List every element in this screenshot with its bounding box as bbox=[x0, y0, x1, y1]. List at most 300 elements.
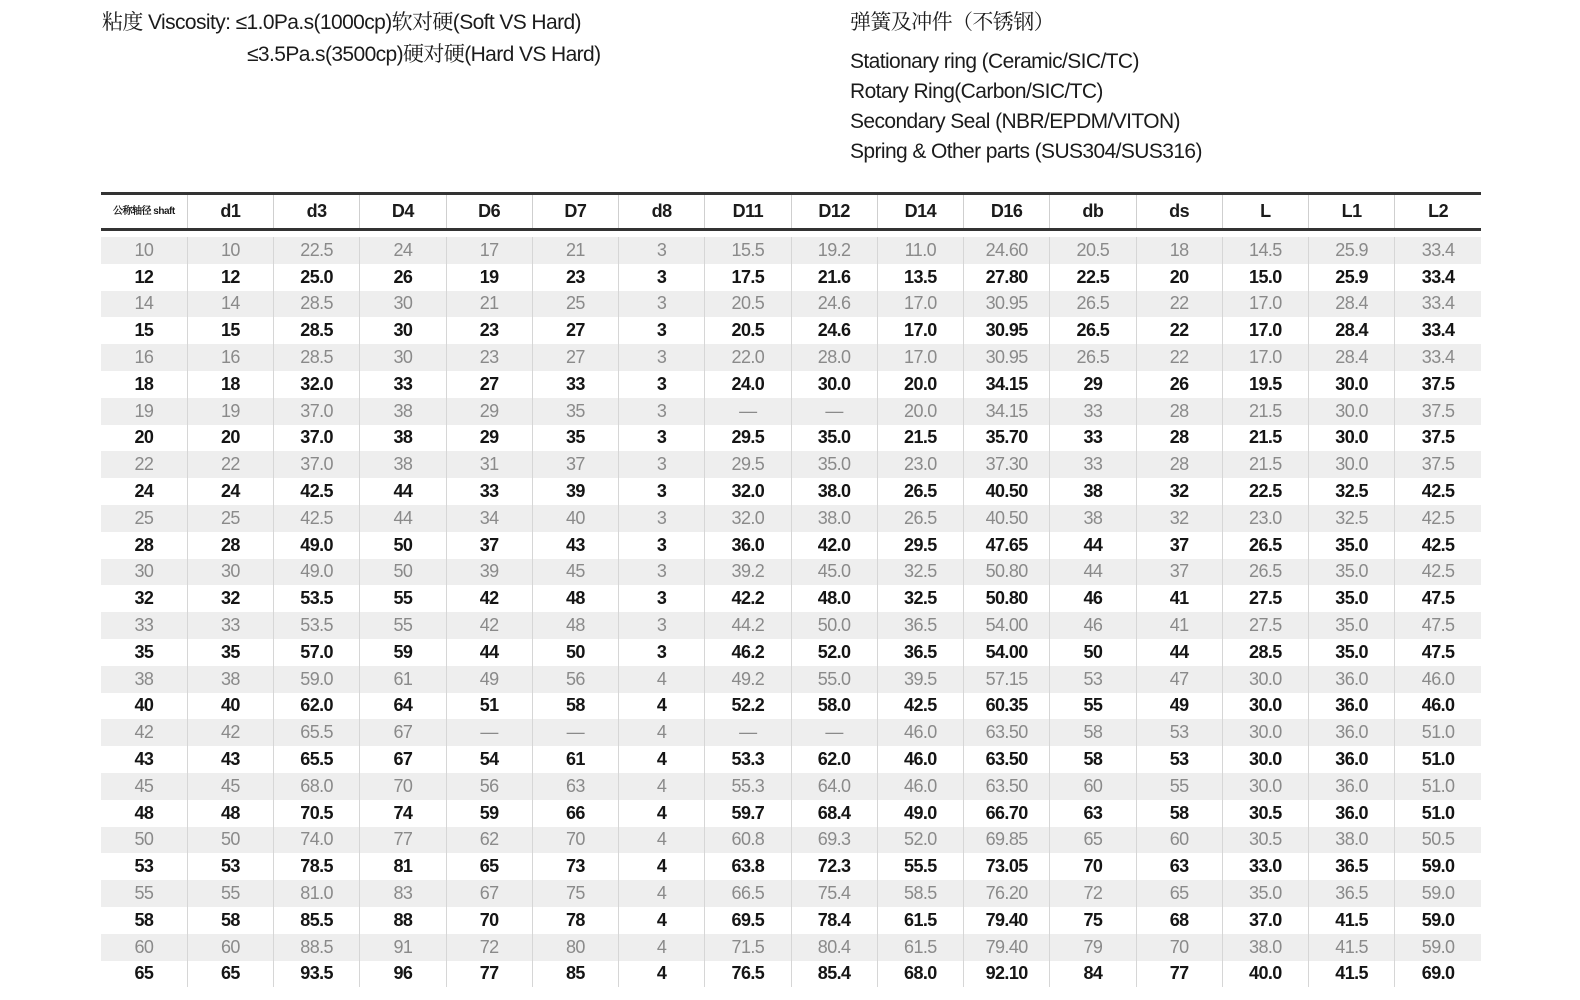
table-spacer bbox=[101, 230, 1481, 238]
table-cell: 58 bbox=[532, 693, 618, 720]
table-cell: 50 bbox=[360, 559, 446, 586]
table-cell: 36.5 bbox=[877, 639, 963, 666]
table-cell: 17.5 bbox=[705, 264, 791, 291]
table-cell: 28 bbox=[1136, 451, 1222, 478]
table-cell: 42.5 bbox=[1395, 532, 1481, 559]
table-cell: 17.0 bbox=[877, 291, 963, 318]
table-cell: 41.5 bbox=[1309, 907, 1395, 934]
table-cell: 30 bbox=[360, 344, 446, 371]
table-cell: 47.5 bbox=[1395, 612, 1481, 639]
table-cell: 88 bbox=[360, 907, 446, 934]
table-cell: 65.5 bbox=[274, 746, 360, 773]
table-cell: 68 bbox=[1136, 907, 1222, 934]
table-cell: 37.5 bbox=[1395, 451, 1481, 478]
table-cell: 4 bbox=[619, 827, 705, 854]
table-cell: 34 bbox=[446, 505, 532, 532]
table-cell: 44 bbox=[360, 505, 446, 532]
table-row bbox=[101, 639, 1481, 666]
table-cell: 15.0 bbox=[1222, 264, 1308, 291]
table-cell: 16 bbox=[101, 344, 187, 371]
table-cell: 42.0 bbox=[791, 532, 877, 559]
table-cell: 24 bbox=[360, 237, 446, 264]
table-cell: — bbox=[791, 398, 877, 425]
table-cell: 29 bbox=[1050, 371, 1136, 398]
table-cell: 33 bbox=[532, 371, 618, 398]
table-cell: 33 bbox=[101, 612, 187, 639]
table-cell: 78.5 bbox=[274, 853, 360, 880]
table-cell: 55.5 bbox=[877, 853, 963, 880]
table-cell: 27.5 bbox=[1222, 585, 1308, 612]
table-cell: 17.0 bbox=[877, 317, 963, 344]
table-cell: 72 bbox=[446, 934, 532, 961]
table-row bbox=[101, 559, 1481, 586]
table-cell: 35.70 bbox=[964, 425, 1050, 452]
table-cell: 3 bbox=[619, 612, 705, 639]
table-cell: 21.6 bbox=[791, 264, 877, 291]
table-cell: 21.5 bbox=[1222, 451, 1308, 478]
column-header-14: L1 bbox=[1309, 194, 1395, 230]
table-cell: 39.5 bbox=[877, 666, 963, 693]
table-cell: 79 bbox=[1050, 934, 1136, 961]
table-cell: — bbox=[791, 719, 877, 746]
table-cell: 39 bbox=[532, 478, 618, 505]
table-cell: 4 bbox=[619, 907, 705, 934]
table-cell: 38 bbox=[187, 666, 273, 693]
table-cell: 57.0 bbox=[274, 639, 360, 666]
column-header-12: ds bbox=[1136, 194, 1222, 230]
table-cell: 35.0 bbox=[1309, 532, 1395, 559]
material-item-spring: Spring & Other parts (SUS304/SUS316) bbox=[850, 140, 1202, 163]
table-cell: 30 bbox=[101, 559, 187, 586]
table-cell: 41.5 bbox=[1309, 961, 1395, 988]
table-row bbox=[101, 291, 1481, 318]
table-cell: — bbox=[705, 398, 791, 425]
table-cell: 77 bbox=[360, 827, 446, 854]
table-cell: 40 bbox=[187, 693, 273, 720]
table-cell: 37.0 bbox=[1222, 907, 1308, 934]
table-cell: 29.5 bbox=[705, 425, 791, 452]
table-cell: 68.0 bbox=[877, 961, 963, 988]
dimension-table bbox=[101, 192, 1481, 987]
table-cell: 22.0 bbox=[705, 344, 791, 371]
table-cell: 44 bbox=[1050, 532, 1136, 559]
table-cell: 84 bbox=[1050, 961, 1136, 988]
table-cell: 37 bbox=[1136, 532, 1222, 559]
table-cell: 58 bbox=[101, 907, 187, 934]
table-row bbox=[101, 853, 1481, 880]
table-cell: 32.5 bbox=[877, 585, 963, 612]
table-cell: 33.0 bbox=[1222, 853, 1308, 880]
table-cell: 43 bbox=[532, 532, 618, 559]
table-cell: 21 bbox=[532, 237, 618, 264]
table-cell: 26.5 bbox=[1222, 532, 1308, 559]
table-cell: 36.5 bbox=[877, 612, 963, 639]
table-cell: 20 bbox=[1136, 264, 1222, 291]
table-cell: 75.4 bbox=[791, 880, 877, 907]
table-cell: 42.5 bbox=[1395, 478, 1481, 505]
table-cell: 36.0 bbox=[1309, 746, 1395, 773]
table-cell: 30.0 bbox=[791, 371, 877, 398]
table-cell: 30.0 bbox=[1309, 451, 1395, 478]
table-cell: 49.0 bbox=[877, 800, 963, 827]
table-cell: 66.70 bbox=[964, 800, 1050, 827]
table-cell: 39.2 bbox=[705, 559, 791, 586]
table-cell: 68.0 bbox=[274, 773, 360, 800]
table-cell: 35.0 bbox=[791, 425, 877, 452]
table-cell: 33 bbox=[187, 612, 273, 639]
table-cell: 70 bbox=[446, 907, 532, 934]
table-cell: 49.2 bbox=[705, 666, 791, 693]
table-cell: 59.0 bbox=[274, 666, 360, 693]
table-cell: 31 bbox=[446, 451, 532, 478]
table-cell: 26.5 bbox=[877, 478, 963, 505]
table-cell: 68.4 bbox=[791, 800, 877, 827]
table-cell: 81.0 bbox=[274, 880, 360, 907]
table-cell: 50 bbox=[187, 827, 273, 854]
table-header-row bbox=[101, 194, 1481, 230]
viscosity-line-1: 粘度 Viscosity: ≤1.0Pa.s(1000cp)软对硬(Soft VS Hard) bbox=[102, 11, 581, 34]
table-cell: 23.0 bbox=[1222, 505, 1308, 532]
table-cell: 60 bbox=[101, 934, 187, 961]
table-cell: 3 bbox=[619, 451, 705, 478]
table-cell: 62.0 bbox=[791, 746, 877, 773]
table-cell: 81 bbox=[360, 853, 446, 880]
table-cell: 3 bbox=[619, 398, 705, 425]
table-cell: 22.5 bbox=[1222, 478, 1308, 505]
column-header-8: D12 bbox=[791, 194, 877, 230]
table-cell: 38.0 bbox=[1309, 827, 1395, 854]
table-cell: 46.0 bbox=[877, 746, 963, 773]
table-cell: 48 bbox=[532, 585, 618, 612]
table-cell: 59.7 bbox=[705, 800, 791, 827]
table-row bbox=[101, 425, 1481, 452]
table-cell: 44 bbox=[1136, 639, 1222, 666]
table-cell: 28.5 bbox=[274, 317, 360, 344]
table-cell: 96 bbox=[360, 961, 446, 988]
table-cell: 37.0 bbox=[274, 425, 360, 452]
table-cell: 19.5 bbox=[1222, 371, 1308, 398]
table-cell: 35.0 bbox=[1309, 612, 1395, 639]
table-cell: 83 bbox=[360, 880, 446, 907]
table-cell: 38 bbox=[1050, 505, 1136, 532]
table-cell: 45 bbox=[101, 773, 187, 800]
table-cell: 44 bbox=[360, 478, 446, 505]
table-cell: 61 bbox=[532, 746, 618, 773]
table-cell: 41 bbox=[1136, 612, 1222, 639]
table-cell: 17.0 bbox=[1222, 344, 1308, 371]
table-cell: 70 bbox=[532, 827, 618, 854]
table-cell: 54.00 bbox=[964, 639, 1050, 666]
table-cell: 28.5 bbox=[274, 344, 360, 371]
table-cell: 30.0 bbox=[1222, 773, 1308, 800]
table-cell: 42.5 bbox=[877, 693, 963, 720]
table-cell: 77 bbox=[446, 961, 532, 988]
table-cell: 28.4 bbox=[1309, 344, 1395, 371]
table-cell: 27 bbox=[446, 371, 532, 398]
table-cell: 4 bbox=[619, 693, 705, 720]
table-cell: 41 bbox=[1136, 585, 1222, 612]
table-cell: 69.85 bbox=[964, 827, 1050, 854]
table-cell: 46.0 bbox=[877, 773, 963, 800]
table-cell: 10 bbox=[187, 237, 273, 264]
table-cell: 21.5 bbox=[1222, 425, 1308, 452]
table-cell: 85 bbox=[532, 961, 618, 988]
table-cell: 50.80 bbox=[964, 559, 1050, 586]
table-cell: 36.0 bbox=[1309, 693, 1395, 720]
table-cell: 25 bbox=[101, 505, 187, 532]
table-cell: 40.0 bbox=[1222, 961, 1308, 988]
table-cell: 29.5 bbox=[877, 532, 963, 559]
table-cell: 63.8 bbox=[705, 853, 791, 880]
table-body bbox=[101, 230, 1481, 988]
table-cell: 35 bbox=[187, 639, 273, 666]
table-cell: 37 bbox=[532, 451, 618, 478]
table-cell: 18 bbox=[1136, 237, 1222, 264]
table-cell: 25.0 bbox=[274, 264, 360, 291]
table-cell: 30.0 bbox=[1222, 666, 1308, 693]
table-cell: 67 bbox=[446, 880, 532, 907]
table-cell: 48.0 bbox=[791, 585, 877, 612]
table-cell: 55.3 bbox=[705, 773, 791, 800]
column-header-1: d1 bbox=[187, 194, 273, 230]
table-cell: 53 bbox=[187, 853, 273, 880]
table-cell: 59.0 bbox=[1395, 907, 1481, 934]
table-cell: 35.0 bbox=[791, 451, 877, 478]
table-cell: 40.50 bbox=[964, 478, 1050, 505]
column-header-15: L2 bbox=[1395, 194, 1481, 230]
table-cell: 3 bbox=[619, 371, 705, 398]
table-cell: 56 bbox=[446, 773, 532, 800]
table-cell: 30.0 bbox=[1222, 719, 1308, 746]
table-cell: 65 bbox=[446, 853, 532, 880]
table-cell: 22 bbox=[1136, 344, 1222, 371]
table-cell: 54 bbox=[446, 746, 532, 773]
table-cell: 63 bbox=[1050, 800, 1136, 827]
table-cell: 63.50 bbox=[964, 773, 1050, 800]
table-cell: 26.5 bbox=[1050, 317, 1136, 344]
table-row bbox=[101, 666, 1481, 693]
table-cell: 37.30 bbox=[964, 451, 1050, 478]
table-cell: 29 bbox=[446, 425, 532, 452]
table-cell: 20.5 bbox=[705, 317, 791, 344]
table-row bbox=[101, 880, 1481, 907]
table-cell: 30.0 bbox=[1309, 398, 1395, 425]
table-cell: 74.0 bbox=[274, 827, 360, 854]
table-cell: 55 bbox=[360, 612, 446, 639]
table-cell: 61 bbox=[360, 666, 446, 693]
table-cell: 44 bbox=[446, 639, 532, 666]
table-cell: 43 bbox=[187, 746, 273, 773]
table-cell: 27 bbox=[532, 317, 618, 344]
table-cell: 24.6 bbox=[791, 291, 877, 318]
table-cell: 58.5 bbox=[877, 880, 963, 907]
table-cell: 40 bbox=[532, 505, 618, 532]
table-cell: 42 bbox=[101, 719, 187, 746]
table-cell: 42 bbox=[446, 585, 532, 612]
table-cell: 50.5 bbox=[1395, 827, 1481, 854]
table-row bbox=[101, 451, 1481, 478]
table-cell: 18 bbox=[101, 371, 187, 398]
table-row bbox=[101, 934, 1481, 961]
table-cell: 33.4 bbox=[1395, 344, 1481, 371]
table-cell: 24 bbox=[187, 478, 273, 505]
table-cell: 28.4 bbox=[1309, 291, 1395, 318]
table-cell: 69.3 bbox=[791, 827, 877, 854]
table-cell: 3 bbox=[619, 585, 705, 612]
table-cell: 32.5 bbox=[1309, 478, 1395, 505]
table-cell: 63.50 bbox=[964, 746, 1050, 773]
table-cell: 33.4 bbox=[1395, 317, 1481, 344]
table-cell: 88.5 bbox=[274, 934, 360, 961]
table-cell: 32.0 bbox=[274, 371, 360, 398]
table-cell: 63.50 bbox=[964, 719, 1050, 746]
table-cell: 48 bbox=[101, 800, 187, 827]
table-cell: 58 bbox=[1136, 800, 1222, 827]
table-cell: 38 bbox=[360, 451, 446, 478]
table-cell: 59 bbox=[446, 800, 532, 827]
table-cell: 70 bbox=[360, 773, 446, 800]
table-cell: 44 bbox=[1050, 559, 1136, 586]
table-cell: 60 bbox=[187, 934, 273, 961]
table-cell: 29.5 bbox=[705, 451, 791, 478]
table-row bbox=[101, 344, 1481, 371]
table-row bbox=[101, 612, 1481, 639]
materials-title: 弹簧及冲件（不锈钢） bbox=[850, 11, 1054, 34]
table-cell: 21.5 bbox=[877, 425, 963, 452]
table-cell: 71.5 bbox=[705, 934, 791, 961]
table-cell: 50 bbox=[532, 639, 618, 666]
table-cell: 46.0 bbox=[1395, 693, 1481, 720]
table-cell: 37.0 bbox=[274, 398, 360, 425]
table-cell: 26 bbox=[360, 264, 446, 291]
table-cell: 42.2 bbox=[705, 585, 791, 612]
table-cell: 25.9 bbox=[1309, 264, 1395, 291]
table-cell: 32.5 bbox=[877, 559, 963, 586]
material-item-stationary-ring: Stationary ring (Ceramic/SIC/TC) bbox=[850, 50, 1139, 73]
table-cell: 26.5 bbox=[877, 505, 963, 532]
column-header-4: D6 bbox=[446, 194, 532, 230]
table-cell: 55 bbox=[187, 880, 273, 907]
table-cell: 42.5 bbox=[1395, 559, 1481, 586]
table-cell: 47.5 bbox=[1395, 639, 1481, 666]
table-cell: 62.0 bbox=[274, 693, 360, 720]
table-cell: 26.5 bbox=[1222, 559, 1308, 586]
table-cell: 33.4 bbox=[1395, 291, 1481, 318]
table-cell: 36.0 bbox=[1309, 719, 1395, 746]
column-header-5: D7 bbox=[532, 194, 618, 230]
table-cell: 38 bbox=[360, 398, 446, 425]
table-cell: 3 bbox=[619, 344, 705, 371]
table-cell: 48 bbox=[532, 612, 618, 639]
table-cell: 3 bbox=[619, 532, 705, 559]
table-cell: 14 bbox=[101, 291, 187, 318]
table-cell: 58.0 bbox=[791, 693, 877, 720]
table-cell: 60.35 bbox=[964, 693, 1050, 720]
table-cell: 55.0 bbox=[791, 666, 877, 693]
table-row bbox=[101, 800, 1481, 827]
table-cell: 46 bbox=[1050, 612, 1136, 639]
table-cell: 53 bbox=[101, 853, 187, 880]
column-header-9: D14 bbox=[877, 194, 963, 230]
table-cell: 40.50 bbox=[964, 505, 1050, 532]
table-cell: 52.2 bbox=[705, 693, 791, 720]
table-cell: 17 bbox=[446, 237, 532, 264]
table-cell: 34.15 bbox=[964, 398, 1050, 425]
table-cell: 30 bbox=[360, 291, 446, 318]
table-cell: 24.6 bbox=[791, 317, 877, 344]
table-cell: 23 bbox=[446, 317, 532, 344]
table-cell: 36.0 bbox=[1309, 800, 1395, 827]
table-cell: 59 bbox=[360, 639, 446, 666]
table-cell: 59.0 bbox=[1395, 934, 1481, 961]
table-cell: 32 bbox=[101, 585, 187, 612]
table-cell: 53.5 bbox=[274, 585, 360, 612]
table-cell: 27.5 bbox=[1222, 612, 1308, 639]
column-header-10: D16 bbox=[964, 194, 1050, 230]
table-cell: 45.0 bbox=[791, 559, 877, 586]
table-cell: 45 bbox=[187, 773, 273, 800]
table-cell: 50.80 bbox=[964, 585, 1050, 612]
table-cell: 55 bbox=[1050, 693, 1136, 720]
table-cell: 36.0 bbox=[705, 532, 791, 559]
table-cell: 23.0 bbox=[877, 451, 963, 478]
table-cell: 36.5 bbox=[1309, 880, 1395, 907]
table-cell: 28 bbox=[1136, 398, 1222, 425]
table-cell: 33 bbox=[1050, 425, 1136, 452]
table-cell: 48 bbox=[187, 800, 273, 827]
table-cell: 3 bbox=[619, 559, 705, 586]
table-cell: 42.5 bbox=[274, 505, 360, 532]
table-cell: 27.80 bbox=[964, 264, 1050, 291]
table-row bbox=[101, 532, 1481, 559]
table-row bbox=[101, 746, 1481, 773]
table-cell: 66.5 bbox=[705, 880, 791, 907]
table-cell: 35 bbox=[532, 398, 618, 425]
table-cell: 46 bbox=[1050, 585, 1136, 612]
table-cell: 59.0 bbox=[1395, 880, 1481, 907]
table-cell: 28.5 bbox=[1222, 639, 1308, 666]
table-cell: 38 bbox=[360, 425, 446, 452]
table-cell: 22.5 bbox=[274, 237, 360, 264]
table-cell: 70 bbox=[1050, 853, 1136, 880]
table-cell: 3 bbox=[619, 639, 705, 666]
table-cell: 58 bbox=[187, 907, 273, 934]
table-cell: 30.0 bbox=[1222, 746, 1308, 773]
material-item-rotary-ring: Rotary Ring(Carbon/SIC/TC) bbox=[850, 80, 1103, 103]
table-cell: 75 bbox=[1050, 907, 1136, 934]
material-item-secondary-seal: Secondary Seal (NBR/EPDM/VITON) bbox=[850, 110, 1180, 133]
table-cell: 4 bbox=[619, 746, 705, 773]
table-cell: 37 bbox=[446, 532, 532, 559]
table-cell: 19 bbox=[101, 398, 187, 425]
table-cell: 17.0 bbox=[877, 344, 963, 371]
table-cell: 28 bbox=[101, 532, 187, 559]
table-cell: 26 bbox=[1136, 371, 1222, 398]
table-cell: 63 bbox=[1136, 853, 1222, 880]
table-cell: 52.0 bbox=[791, 639, 877, 666]
table-cell: 37.0 bbox=[274, 451, 360, 478]
table-cell: 4 bbox=[619, 719, 705, 746]
table-cell: 33.4 bbox=[1395, 237, 1481, 264]
table-cell: 3 bbox=[619, 478, 705, 505]
table-cell: 40 bbox=[101, 693, 187, 720]
table-row bbox=[101, 317, 1481, 344]
table-cell: 35.0 bbox=[1309, 559, 1395, 586]
table-cell: 76.5 bbox=[705, 961, 791, 988]
table-cell: 47.65 bbox=[964, 532, 1050, 559]
table-cell: 29 bbox=[446, 398, 532, 425]
table-cell: 30.95 bbox=[964, 317, 1050, 344]
